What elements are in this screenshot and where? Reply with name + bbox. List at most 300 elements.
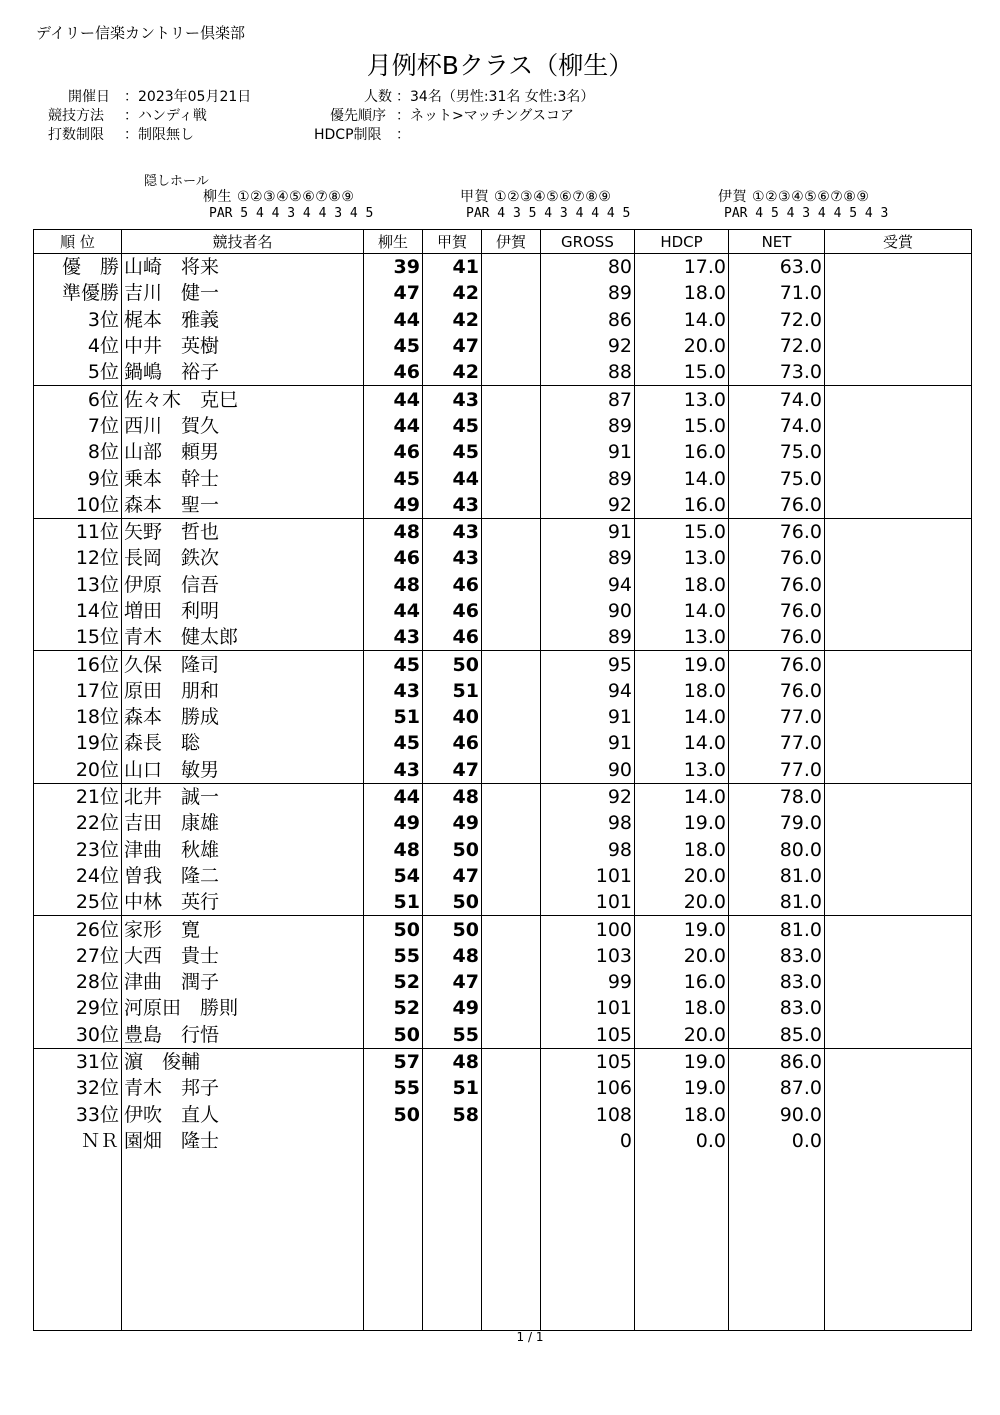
table-header-row: [34, 230, 972, 254]
koga-score-cell: 47: [423, 969, 482, 995]
yagyu-score-cell: 47: [364, 280, 423, 306]
gross-cell: 90: [541, 598, 635, 624]
gross-cell: 91: [541, 518, 635, 545]
gross-cell: 105: [541, 1048, 635, 1075]
koga-score-cell: 58: [423, 1102, 482, 1128]
player-name-cell: 中井 英樹: [122, 333, 364, 359]
table-row: [34, 307, 972, 333]
player-name-cell: 原田 朋和: [122, 678, 364, 704]
table-row: [34, 439, 972, 465]
player-name-cell: 曽我 隆二: [122, 863, 364, 889]
koga-score-cell: 55: [423, 1022, 482, 1049]
yagyu-score-cell: 44: [364, 386, 423, 413]
koga-score-cell: 43: [423, 386, 482, 413]
player-name-cell: 吉田 康雄: [122, 810, 364, 836]
yagyu-score-cell: 54: [364, 863, 423, 889]
par-koga: PAR 4 3 5 4 3 4 4 4 5: [466, 206, 631, 221]
rank-cell: 9位: [34, 465, 122, 491]
award-cell: [825, 651, 972, 678]
rank-cell: 30位: [34, 1022, 122, 1049]
hdcp-cell: 14.0: [635, 704, 729, 730]
table-row: [34, 837, 972, 863]
gross-cell: 94: [541, 678, 635, 704]
koga-score-cell: 50: [423, 837, 482, 863]
yagyu-score-cell: 50: [364, 916, 423, 943]
yagyu-score-cell: 44: [364, 598, 423, 624]
table-row: [34, 598, 972, 624]
date-label: 開催日: [68, 89, 110, 105]
hdcp-cell: 16.0: [635, 969, 729, 995]
rank-cell: 28位: [34, 969, 122, 995]
player-name-cell: 津曲 潤子: [122, 969, 364, 995]
gross-cell: 101: [541, 889, 635, 916]
rank-cell: 27位: [34, 943, 122, 969]
iga-score-cell: [482, 254, 541, 281]
hdcp-cell: 17.0: [635, 254, 729, 281]
gross-cell: 95: [541, 651, 635, 678]
koga-score-cell: 46: [423, 572, 482, 598]
net-cell: 77.0: [729, 704, 825, 730]
hdcp-cell: 15.0: [635, 518, 729, 545]
award-cell: [825, 624, 972, 651]
koga-score-cell: 47: [423, 333, 482, 359]
iga-score-cell: [482, 783, 541, 810]
award-cell: [825, 1128, 972, 1154]
header-koga: 甲賀: [423, 230, 482, 254]
header-rank: 順 位: [34, 230, 122, 254]
koga-score-cell: [423, 1128, 482, 1154]
net-cell: 77.0: [729, 757, 825, 784]
award-cell: [825, 465, 972, 491]
gross-cell: 89: [541, 624, 635, 651]
empty-cell: [729, 1154, 825, 1331]
yagyu-score-cell: 57: [364, 1048, 423, 1075]
net-cell: 78.0: [729, 783, 825, 810]
header-hdcp: HDCP: [635, 230, 729, 254]
rank-cell: 12位: [34, 545, 122, 571]
award-cell: [825, 598, 972, 624]
rank-cell: 18位: [34, 704, 122, 730]
table-row: [34, 465, 972, 491]
yagyu-score-cell: 44: [364, 307, 423, 333]
yagyu-score-cell: 48: [364, 572, 423, 598]
gross-cell: 92: [541, 783, 635, 810]
yagyu-score-cell: 44: [364, 783, 423, 810]
rank-cell: 6位: [34, 386, 122, 413]
gross-cell: 80: [541, 254, 635, 281]
net-cell: 76.0: [729, 545, 825, 571]
award-cell: [825, 1048, 972, 1075]
player-name-cell: 中林 英行: [122, 889, 364, 916]
koga-score-cell: 46: [423, 624, 482, 651]
net-cell: 73.0: [729, 359, 825, 386]
award-cell: [825, 359, 972, 386]
koga-score-cell: 48: [423, 943, 482, 969]
priority-value: ：ネット>マッチングスコア: [396, 108, 575, 124]
hdcp-cell: 16.0: [635, 439, 729, 465]
award-cell: [825, 413, 972, 439]
hidden-holes-yagyu: 柳生 ①②③④⑤⑥⑦⑧⑨: [203, 189, 355, 205]
koga-score-cell: 42: [423, 307, 482, 333]
iga-score-cell: [482, 1102, 541, 1128]
koga-score-cell: 49: [423, 995, 482, 1021]
hdcp-cell: 18.0: [635, 995, 729, 1021]
rank-cell: 26位: [34, 916, 122, 943]
par-yagyu: PAR 5 4 4 3 4 4 3 4 5: [209, 206, 374, 221]
iga-score-cell: [482, 704, 541, 730]
player-name-cell: 園畑 隆士: [122, 1128, 364, 1154]
award-cell: [825, 518, 972, 545]
yagyu-score-cell: 39: [364, 254, 423, 281]
rank-cell: ＮＲ: [34, 1128, 122, 1154]
gross-cell: 101: [541, 995, 635, 1021]
hdcp-cell: 18.0: [635, 572, 729, 598]
table-row: [34, 863, 972, 889]
koga-score-cell: 45: [423, 439, 482, 465]
award-cell: [825, 837, 972, 863]
rank-cell: 21位: [34, 783, 122, 810]
hdcp-cell: 19.0: [635, 651, 729, 678]
player-name-cell: 矢野 哲也: [122, 518, 364, 545]
player-name-cell: 乗本 幹士: [122, 465, 364, 491]
net-cell: 87.0: [729, 1075, 825, 1101]
player-name-cell: 吉川 健一: [122, 280, 364, 306]
net-cell: 76.0: [729, 518, 825, 545]
koga-score-cell: 47: [423, 863, 482, 889]
award-cell: [825, 280, 972, 306]
koga-score-cell: 48: [423, 1048, 482, 1075]
rank-cell: 17位: [34, 678, 122, 704]
hdcp-cell: 19.0: [635, 1075, 729, 1101]
header-award: 受賞: [825, 230, 972, 254]
gross-cell: 105: [541, 1022, 635, 1049]
table-row: [34, 413, 972, 439]
net-cell: 72.0: [729, 307, 825, 333]
rank-cell: 10位: [34, 492, 122, 519]
table-row: [34, 624, 972, 651]
gross-cell: 0: [541, 1128, 635, 1154]
header-yagyu: 柳生: [364, 230, 423, 254]
gross-cell: 94: [541, 572, 635, 598]
iga-score-cell: [482, 995, 541, 1021]
koga-score-cell: 45: [423, 413, 482, 439]
iga-score-cell: [482, 863, 541, 889]
award-cell: [825, 783, 972, 810]
table-row: [34, 783, 972, 810]
award-cell: [825, 863, 972, 889]
table-row: [34, 704, 972, 730]
rank-cell: 7位: [34, 413, 122, 439]
empty-cell: [364, 1154, 423, 1331]
yagyu-score-cell: 51: [364, 889, 423, 916]
hdcp-cell: 20.0: [635, 333, 729, 359]
koga-score-cell: 51: [423, 678, 482, 704]
net-cell: 81.0: [729, 863, 825, 889]
koga-score-cell: 43: [423, 518, 482, 545]
hdcp-cell: 15.0: [635, 359, 729, 386]
gross-cell: 92: [541, 492, 635, 519]
rank-cell: 11位: [34, 518, 122, 545]
iga-score-cell: [482, 889, 541, 916]
iga-score-cell: [482, 1128, 541, 1154]
count-label: 人数: [364, 89, 392, 105]
gross-cell: 103: [541, 943, 635, 969]
iga-score-cell: [482, 730, 541, 756]
rank-cell: 14位: [34, 598, 122, 624]
koga-score-cell: 51: [423, 1075, 482, 1101]
table-row: [34, 1022, 972, 1049]
gross-cell: 91: [541, 439, 635, 465]
yagyu-score-cell: 45: [364, 333, 423, 359]
hidden-holes-iga: 伊賀 ①②③④⑤⑥⑦⑧⑨: [718, 189, 870, 205]
hidden-holes-koga: 甲賀 ①②③④⑤⑥⑦⑧⑨: [460, 189, 612, 205]
player-name-cell: 豊島 行悟: [122, 1022, 364, 1049]
net-cell: 75.0: [729, 439, 825, 465]
player-name-cell: 青木 健太郎: [122, 624, 364, 651]
yagyu-score-cell: 48: [364, 837, 423, 863]
table-row: [34, 572, 972, 598]
table-row: [34, 730, 972, 756]
iga-score-cell: [482, 465, 541, 491]
player-name-cell: 梶本 雅義: [122, 307, 364, 333]
gross-cell: 91: [541, 730, 635, 756]
gross-cell: 89: [541, 545, 635, 571]
player-name-cell: 山崎 将来: [122, 254, 364, 281]
hdcp-cell: 18.0: [635, 1102, 729, 1128]
hdcp-cell: 14.0: [635, 783, 729, 810]
iga-score-cell: [482, 307, 541, 333]
net-cell: 76.0: [729, 678, 825, 704]
player-name-cell: 津曲 秋雄: [122, 837, 364, 863]
player-name-cell: 山口 敏男: [122, 757, 364, 784]
table-row: [34, 995, 972, 1021]
gross-cell: 91: [541, 704, 635, 730]
player-name-cell: 大西 貴士: [122, 943, 364, 969]
hdcp-limit-label: HDCP制限: [314, 127, 382, 143]
gross-cell: 92: [541, 333, 635, 359]
hdcp-cell: 20.0: [635, 943, 729, 969]
net-cell: 85.0: [729, 1022, 825, 1049]
yagyu-score-cell: 43: [364, 678, 423, 704]
header-net: NET: [729, 230, 825, 254]
iga-score-cell: [482, 386, 541, 413]
player-name-cell: 河原田 勝則: [122, 995, 364, 1021]
yagyu-score-cell: 46: [364, 359, 423, 386]
gross-cell: 89: [541, 413, 635, 439]
header-gross: GROSS: [541, 230, 635, 254]
table-row: [34, 333, 972, 359]
koga-score-cell: 50: [423, 916, 482, 943]
yagyu-score-cell: 49: [364, 810, 423, 836]
gross-cell: 89: [541, 465, 635, 491]
table-row: [34, 518, 972, 545]
player-name-cell: 森本 勝成: [122, 704, 364, 730]
net-cell: 83.0: [729, 995, 825, 1021]
empty-cell: [825, 1154, 972, 1331]
hdcp-cell: 18.0: [635, 280, 729, 306]
hdcp-cell: 14.0: [635, 598, 729, 624]
net-cell: 74.0: [729, 413, 825, 439]
player-name-cell: 久保 隆司: [122, 651, 364, 678]
player-name-cell: 伊原 信吾: [122, 572, 364, 598]
table-row: [34, 678, 972, 704]
award-cell: [825, 1102, 972, 1128]
award-cell: [825, 757, 972, 784]
hidden-holes-label: 隠しホール: [144, 174, 209, 189]
table-row: [34, 545, 972, 571]
iga-score-cell: [482, 678, 541, 704]
gross-cell: 106: [541, 1075, 635, 1101]
rank-cell: 3位: [34, 307, 122, 333]
award-cell: [825, 810, 972, 836]
hdcp-cell: 18.0: [635, 678, 729, 704]
empty-row: [34, 1154, 972, 1331]
iga-score-cell: [482, 1048, 541, 1075]
yagyu-score-cell: 45: [364, 730, 423, 756]
par-iga: PAR 4 5 4 3 4 4 5 4 3: [724, 206, 889, 221]
method-value: ：ハンディ戦: [124, 108, 207, 124]
koga-score-cell: 42: [423, 359, 482, 386]
rank-cell: 20位: [34, 757, 122, 784]
limit-value: ：制限無し: [124, 127, 194, 143]
award-cell: [825, 995, 972, 1021]
table-row: [34, 757, 972, 784]
net-cell: 76.0: [729, 598, 825, 624]
award-cell: [825, 386, 972, 413]
player-name-cell: 家形 寛: [122, 916, 364, 943]
iga-score-cell: [482, 651, 541, 678]
gross-cell: 98: [541, 810, 635, 836]
rank-cell: 優 勝: [34, 254, 122, 281]
hdcp-limit-value: ：: [396, 127, 410, 143]
table-row: [34, 1075, 972, 1101]
iga-score-cell: [482, 598, 541, 624]
yagyu-score-cell: 46: [364, 439, 423, 465]
yagyu-score-cell: 45: [364, 651, 423, 678]
award-cell: [825, 1022, 972, 1049]
award-cell: [825, 333, 972, 359]
koga-score-cell: 42: [423, 280, 482, 306]
iga-score-cell: [482, 492, 541, 519]
hdcp-cell: 16.0: [635, 492, 729, 519]
table-row: [34, 280, 972, 306]
iga-score-cell: [482, 624, 541, 651]
net-cell: 86.0: [729, 1048, 825, 1075]
iga-score-cell: [482, 810, 541, 836]
gross-cell: 87: [541, 386, 635, 413]
rank-cell: 33位: [34, 1102, 122, 1128]
award-cell: [825, 439, 972, 465]
gross-cell: 100: [541, 916, 635, 943]
award-cell: [825, 1075, 972, 1101]
koga-score-cell: 43: [423, 492, 482, 519]
table-row: [34, 254, 972, 281]
count-value: ：34名（男性:31名 女性:3名）: [396, 89, 595, 105]
header-iga: 伊賀: [482, 230, 541, 254]
yagyu-score-cell: 55: [364, 1075, 423, 1101]
iga-score-cell: [482, 916, 541, 943]
iga-score-cell: [482, 837, 541, 863]
yagyu-score-cell: 48: [364, 518, 423, 545]
net-cell: 0.0: [729, 1128, 825, 1154]
table-row: [34, 492, 972, 519]
hdcp-cell: 20.0: [635, 1022, 729, 1049]
rank-cell: 13位: [34, 572, 122, 598]
method-label: 競技方法: [48, 108, 104, 124]
empty-cell: [34, 1154, 122, 1331]
award-cell: [825, 916, 972, 943]
net-cell: 76.0: [729, 651, 825, 678]
koga-score-cell: 46: [423, 730, 482, 756]
award-cell: [825, 943, 972, 969]
award-cell: [825, 572, 972, 598]
player-name-cell: 佐々木 克巳: [122, 386, 364, 413]
player-name-cell: 鍋嶋 裕子: [122, 359, 364, 386]
koga-score-cell: 46: [423, 598, 482, 624]
player-name-cell: 森本 聖一: [122, 492, 364, 519]
rank-cell: 32位: [34, 1075, 122, 1101]
rank-cell: 19位: [34, 730, 122, 756]
iga-score-cell: [482, 518, 541, 545]
rank-cell: 5位: [34, 359, 122, 386]
yagyu-score-cell: 46: [364, 545, 423, 571]
player-name-cell: 濵 俊輔: [122, 1048, 364, 1075]
yagyu-score-cell: 43: [364, 757, 423, 784]
hdcp-cell: 19.0: [635, 810, 729, 836]
table-row: [34, 359, 972, 386]
empty-cell: [423, 1154, 482, 1331]
player-name-cell: 伊吹 直人: [122, 1102, 364, 1128]
award-cell: [825, 889, 972, 916]
iga-score-cell: [482, 359, 541, 386]
table-row: [34, 916, 972, 943]
gross-cell: 99: [541, 969, 635, 995]
table-row: [34, 1128, 972, 1154]
yagyu-score-cell: 49: [364, 492, 423, 519]
net-cell: 77.0: [729, 730, 825, 756]
net-cell: 71.0: [729, 280, 825, 306]
iga-score-cell: [482, 545, 541, 571]
hdcp-cell: 13.0: [635, 757, 729, 784]
table-row: [34, 386, 972, 413]
award-cell: [825, 730, 972, 756]
player-name-cell: 森長 聡: [122, 730, 364, 756]
hdcp-cell: 20.0: [635, 889, 729, 916]
table-row: [34, 1102, 972, 1128]
net-cell: 83.0: [729, 943, 825, 969]
results-table: [33, 229, 972, 1331]
net-cell: 79.0: [729, 810, 825, 836]
hdcp-cell: 0.0: [635, 1128, 729, 1154]
empty-cell: [122, 1154, 364, 1331]
hdcp-cell: 19.0: [635, 1048, 729, 1075]
rank-cell: 22位: [34, 810, 122, 836]
date-value: ：2023年05月21日: [124, 89, 252, 105]
koga-score-cell: 43: [423, 545, 482, 571]
iga-score-cell: [482, 943, 541, 969]
award-cell: [825, 254, 972, 281]
rank-cell: 23位: [34, 837, 122, 863]
yagyu-score-cell: 50: [364, 1102, 423, 1128]
hdcp-cell: 13.0: [635, 386, 729, 413]
koga-score-cell: 50: [423, 889, 482, 916]
player-name-cell: 増田 利明: [122, 598, 364, 624]
gross-cell: 108: [541, 1102, 635, 1128]
award-cell: [825, 545, 972, 571]
koga-score-cell: 40: [423, 704, 482, 730]
yagyu-score-cell: 51: [364, 704, 423, 730]
iga-score-cell: [482, 969, 541, 995]
